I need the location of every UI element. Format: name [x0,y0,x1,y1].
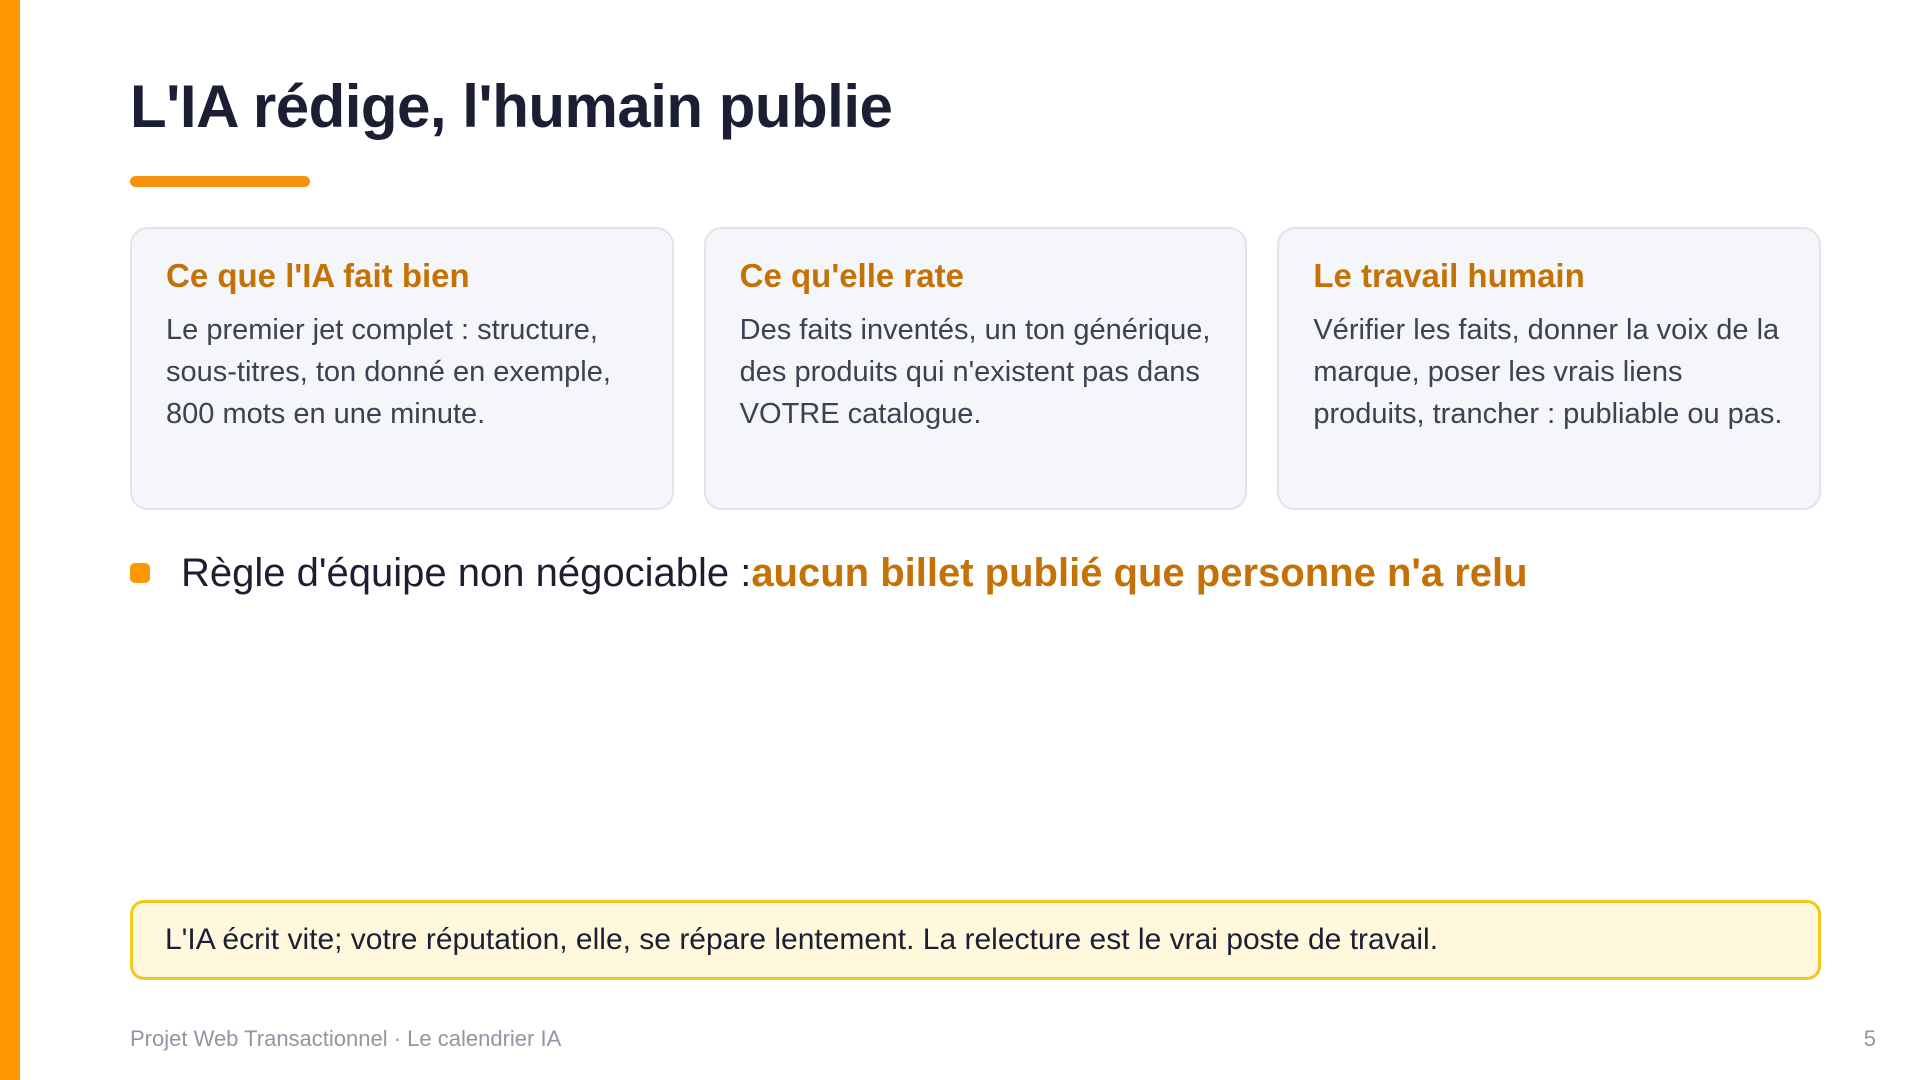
card-ai-weaknesses [704,227,1248,510]
team-rule-bullet [130,545,1528,601]
callout-box [130,900,1821,980]
card-title: Ce qu'elle rate [739,257,964,294]
bullet-text: Règle d'équipe non négociable : [181,550,752,595]
slide-title: L'IA rédige, l'humain publie [130,73,893,140]
bullet-square-icon [130,563,150,583]
card-body: Des faits inventés, un ton générique, des produits qui n'existent pas dans VOTRE catalogue. [739,314,1211,430]
page-number: 5 [1863,1026,1876,1051]
bullet-highlight: aucun billet publié que personne n'a relu [751,550,1528,595]
left-accent-bar [0,0,20,1080]
card-title: Ce que l'IA fait bien [166,257,470,294]
card-row [130,227,1821,510]
title-underline [130,176,310,187]
card-ai-strengths [130,227,674,510]
card-body: Vérifier les faits, donner la voix de la marque, poser les vrais liens produits, trancher : publiable ou pas. [1313,314,1783,430]
card-body: Le premier jet complet : structure, sous-titres, ton donné en exemple, 800 mots en une minute. [166,314,611,430]
footer-caption: Projet Web Transactionnel · Le calendrier IA [130,1026,562,1051]
card-title: Le travail humain [1313,257,1585,294]
callout-text: L'IA écrit vite; votre réputation, elle, se répare lentement. La relecture est le vrai poste de travail. [165,923,1439,956]
card-human-work [1277,227,1821,510]
